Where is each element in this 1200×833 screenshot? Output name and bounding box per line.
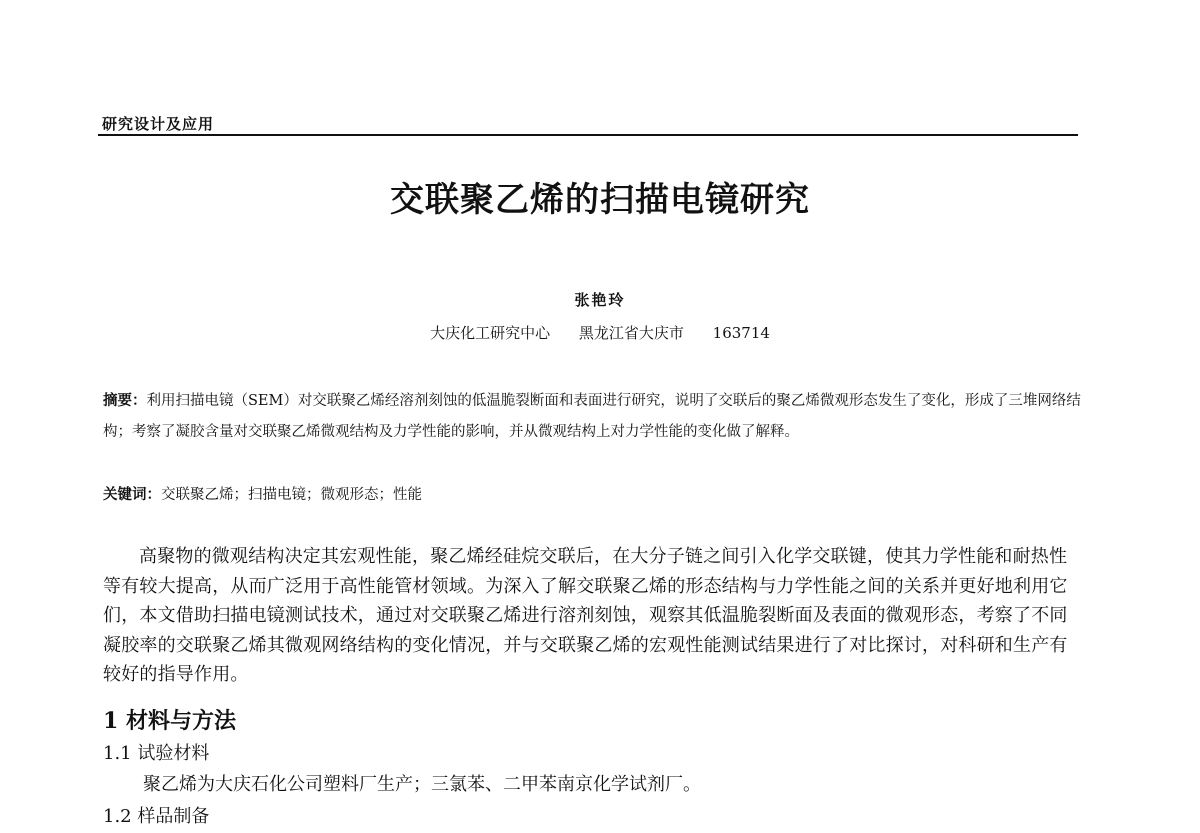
section-1-1-heading: 1.1 试验材料 bbox=[103, 743, 210, 764]
abstract bbox=[103, 385, 1083, 448]
section-1-1-text: 聚乙烯为大庆石化公司塑料厂生产；三氯苯、二甲苯南京化学试剂厂。 bbox=[143, 774, 701, 795]
section-1-2-heading: 1.2 样品制备 bbox=[103, 806, 210, 827]
affiliation bbox=[0, 322, 1200, 343]
header-rule bbox=[98, 134, 1078, 136]
affiliation-org: 大庆化工研究中心 bbox=[430, 324, 551, 342]
affiliation-location: 黑龙江省大庆市 bbox=[578, 324, 684, 342]
keywords bbox=[103, 483, 1083, 504]
keywords-text: 交联聚乙烯；扫描电镜；微观形态；性能 bbox=[161, 487, 422, 503]
paper-title: 交联聚乙烯的扫描电镜研究 bbox=[390, 180, 810, 220]
keywords-label: 关键词： bbox=[103, 486, 161, 503]
affiliation-postcode: 163714 bbox=[712, 324, 770, 342]
author: 张艳玲 bbox=[574, 291, 626, 309]
abstract-label: 摘要： bbox=[103, 392, 147, 409]
section-label: 研究设计及应用 bbox=[102, 115, 215, 133]
intro-paragraph: 高聚物的微观结构决定其宏观性能，聚乙烯经硅烷交联后，在大分子链之间引入化学交联键，使其力学性能和耐热性等有较大提高，从而广泛用于高性能管材领域。为深入了解交联聚乙烯的形态结构与力学性能之间的关系并更好地利用它们，本文借助扫描电镜测试技术，通过对交联聚乙烯进行溶剂刻蚀，观察其低温脆裂断面及表面的微观形态，考察了不同凝胶率的交联聚乙烯其微观网络结构的变化情况，并与交联聚乙烯的宏观性能测试结果进行了对比探讨，对科研和生产有较好的指导作用。 bbox=[103, 546, 1068, 685]
section-1-heading: 1 材料与方法 bbox=[103, 708, 236, 734]
abstract-text: 利用扫描电镜（SEM）对交联聚乙烯经溶剂刻蚀的低温脆裂断面和表面进行研究，说明了交联后的聚乙烯微观形态发生了变化，形成了三堆网络结构；考察了凝胶含量对交联聚乙烯微观结构及力学性能的影响，并从微观结构上对力学性能的变化做了解释。 bbox=[103, 393, 1081, 440]
